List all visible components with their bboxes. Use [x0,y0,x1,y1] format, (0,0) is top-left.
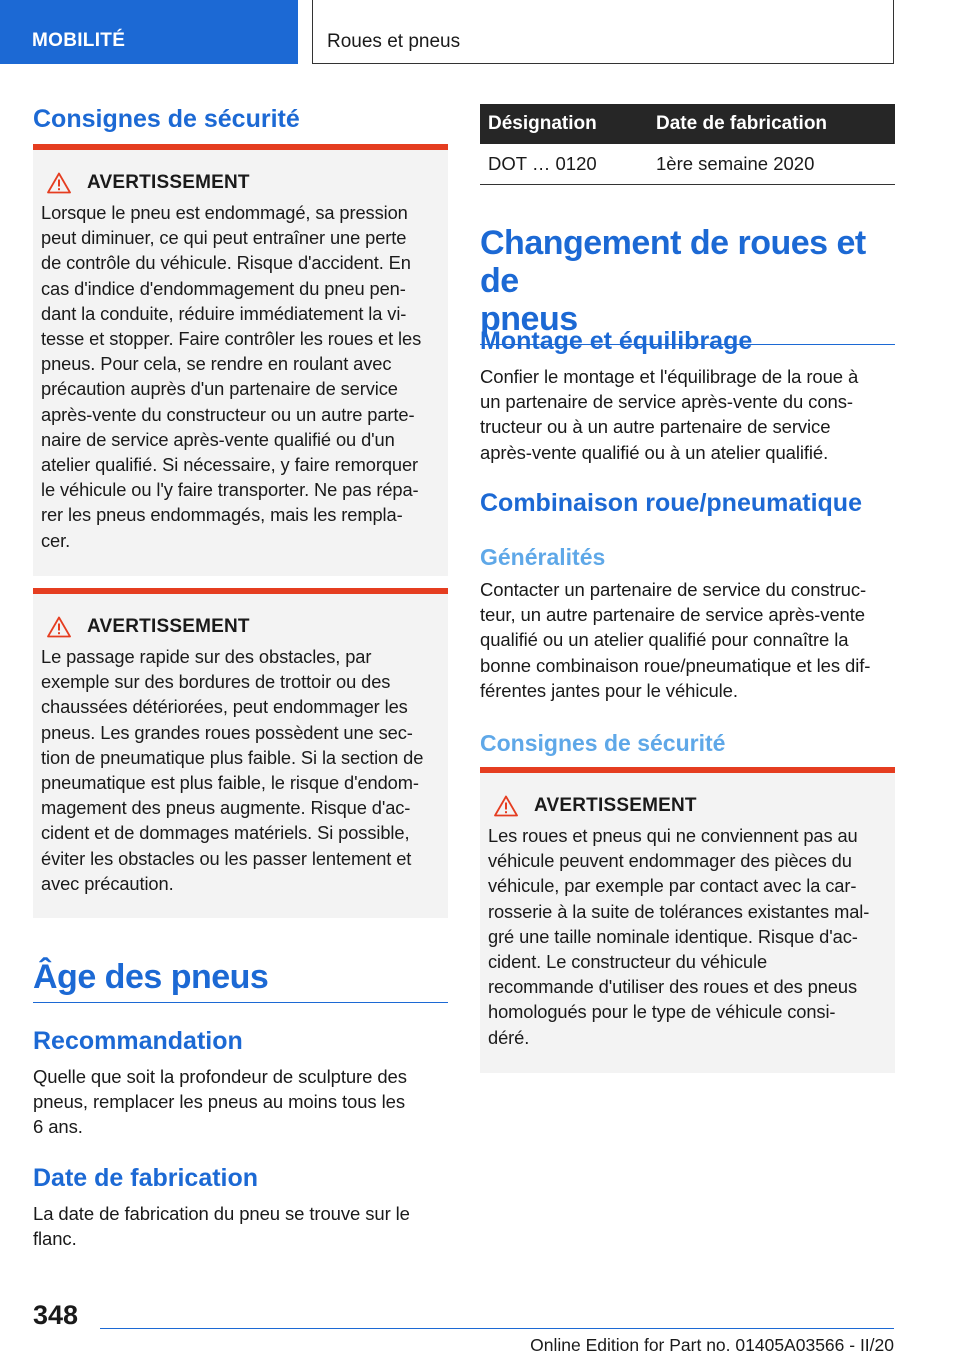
heading-line: Changement de roues et de [480,224,866,300]
warning-text-3 [488,823,887,1050]
text-line: pneumatique est plus faible, le risque d'endom‐ [41,772,419,794]
text-line: cer. [41,529,71,551]
warning-box-1 [33,144,448,576]
warning-text-1 [41,200,440,553]
text-line: pneus. Les grandes roues possèdent une sec‐ [41,721,413,743]
chapter-title: Roues et pneus [327,31,461,52]
text-line: déré. [488,1026,530,1048]
manufacture-date-heading: Date de fabrication [33,1164,259,1192]
text-line: Le passage rapide sur des obstacles, par [41,646,372,667]
warning-box-3 [480,767,895,1073]
text-line: pneus, remplacer les pneus au moins tous les [33,1091,405,1113]
general-heading: Généralités [480,544,606,570]
text-line: précaution auprès d'un partenaire de service [41,378,398,400]
text-line: bonne combinaison roue/pneumatique et les dif‐ [480,654,871,676]
edition-text: Online Edition for Part no. 01405A03566 - II/20 [530,1335,894,1355]
text-line: teur, un autre partenaire de service après-vente [480,604,865,626]
text-line: magement des pneus augmente. Risque d'ac‐ [41,797,411,819]
text-line: Contacter un partenaire de service du construc‐ [480,579,867,600]
text-line: le véhicule ou l'y faire transporter. Ne pas répa‐ [41,479,419,501]
text-line: 6 ans. [33,1116,83,1138]
text-line: La date de fabrication du pneu se trouve sur le [33,1203,410,1224]
table-cell: 1ère semaine 2020 [648,144,895,185]
text-line: flanc. [33,1228,77,1250]
text-line: peut diminuer, ce qui peut entraîner une perte [41,227,407,249]
text-line: véhicule peuvent endommager des pièces du [488,850,852,872]
text-line: dant la conduite, réduire immédiatement la vi‐ [41,302,407,324]
warning-triangle-icon [47,172,71,194]
text-line: Lorsque le pneu est endommagé, sa pression [41,202,408,223]
safety-subheading: Consignes de sécurité [480,730,726,756]
text-line: exemple sur des bordures de trottoir ou des [41,671,391,693]
text-line: Confier le montage et l'équilibrage de la roue à [480,366,859,387]
text-line: qualifié ou un atelier qualifié pour connaître la [480,629,849,651]
text-line: cident. Le constructeur du véhicule [488,951,768,973]
text-line: rosserie à la suite de tolérances existantes mal‐ [488,900,870,922]
tire-age-heading: Âge des pneus [33,958,448,1003]
text-line: férentes jantes pour le véhicule. [480,679,738,701]
warning-title: AVERTISSEMENT [534,795,697,816]
warning-title: AVERTISSEMENT [87,172,250,193]
text-line: véhicule, par exemple par contact avec la car‐ [488,875,857,897]
warning-title: AVERTISSEMENT [87,616,250,637]
general-text [480,577,895,703]
section-title: MOBILITÉ [32,30,126,51]
warning-triangle-icon [494,795,518,817]
manufacture-date-text [33,1201,448,1251]
text-line: de contrôle du véhicule. Risque d'accident. En [41,252,411,274]
mounting-heading: Montage et équilibrage [480,327,753,355]
text-line: un partenaire de service après-vente du cons‐ [480,391,853,413]
warning-text-2 [41,644,440,896]
text-line: homologués pour le type de véhicule consi‐ [488,1001,836,1023]
text-line: pneus. Pour cela, se rendre en roulant avec [41,353,392,375]
combination-heading: Combinaison roue/pneumatique [480,489,862,517]
manufacture-table [480,104,895,185]
mounting-text [480,364,895,465]
text-line: atelier qualifié. Si nécessaire, y faire remorquer [41,454,419,476]
text-line: avec précaution. [41,872,174,894]
section-tab [0,0,298,64]
text-line: tion de pneumatique plus faible. Si la section de [41,746,424,768]
text-line: naire de service après-vente qualifié ou d'un [41,428,395,450]
table-row [480,144,895,185]
text-line: rer les pneus endommagés, mais les rempla‐ [41,504,403,526]
text-line: éviter les obstacles ou les passer lentement et [41,847,412,869]
safety-heading: Consignes de sécurité [33,105,300,133]
table-header: Date de fabrication [648,104,895,144]
chapter-tab [312,0,894,64]
warning-box-2 [33,588,448,918]
table-header: Désignation [480,104,648,144]
page-number: 348 [33,1300,79,1330]
text-line: cas d'indice d'endommagement du pneu pen‐ [41,277,406,299]
text-line: Quelle que soit la profondeur de sculpture des [33,1066,407,1087]
text-line: cident et de dommages matériels. Si possible, [41,822,410,844]
text-line: Les roues et pneus qui ne conviennent pas au [488,825,858,846]
text-line: gré une taille nominale identique. Risque d'ac‐ [488,925,858,947]
recommendation-heading: Recommandation [33,1027,243,1055]
table-header-row [480,104,895,144]
heading-line: pneus [480,300,578,338]
text-line: chaussées détériorées, peut endommager les [41,696,408,718]
text-line: tesse et stopper. Faire contrôler les roues et les [41,328,422,350]
text-line: tructeur ou à un autre partenaire de service [480,416,831,438]
text-line: après-vente qualifié ou à un atelier qualifié. [480,441,829,463]
text-line: après-vente du constructeur ou un autre parte‐ [41,403,415,425]
footer-divider [100,1328,894,1329]
warning-triangle-icon [47,616,71,638]
text-line: recommande d'utiliser des roues et des pneus [488,976,857,998]
table-cell: DOT … 0120 [480,144,648,185]
recommendation-text [33,1064,448,1140]
